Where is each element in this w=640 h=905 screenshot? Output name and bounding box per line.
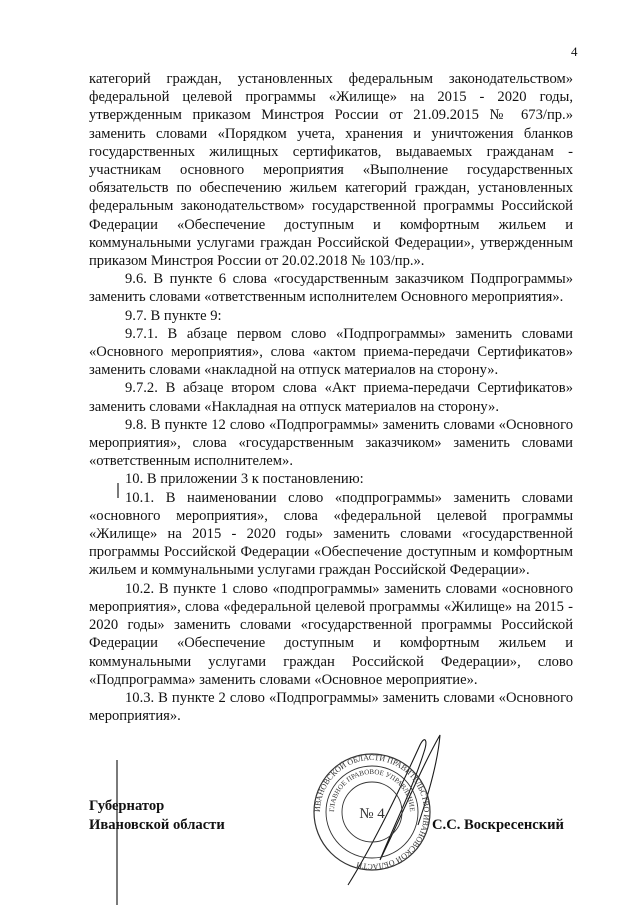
paragraph-9-7-1: 9.7.1. В абзаце первом слово «Подпрограммы» заменить словами «Основного мероприятия», слова «актом приема-передачи Сертификатов» заменить словами «накладной на отпуск материалов на сторону». [89,325,573,379]
paragraph-9-7: 9.7. В пункте 9: [125,307,222,324]
document-body [89,70,573,725]
paragraph-10: 10. В приложении 3 к постановлению: [125,471,364,488]
signature-block [89,797,573,835]
signatory-title-line2: Ивановской области [89,817,225,833]
paragraph-9-6: 9.6. В пункте 6 слова «государственным заказчиком Подпрограммы» заменить словами «ответственным исполнителем Основного мероприятия». [89,271,573,306]
seal-inner-text: ГЛАВНОЕ ПРАВОВОЕ УПРАВЛЕНИЕ [327,767,417,813]
paragraph-9-7-2: 9.7.2. В абзаце втором слова «Акт приема-передачи Сертификатов» заменить словами «Накладная на отпуск материалов на сторону». [89,380,573,415]
paragraph-10-1: 10.1. В наименовании слово «подпрограммы» заменить словами «основного мероприятия», слова «федеральной целевой программы «Жилище» на 2015 - 2020 годы» заменить словами «государственной программы Российской Федерации «Обеспечение доступным и комфортным жильем и коммунальными услугами граждан Российской Федерации». [89,489,573,579]
paragraph-10-3: 10.3. В пункте 2 слово «Подпрограммы» заменить словами «Основного мероприятия». [89,689,573,725]
page-number: 4 [571,44,578,59]
signatory-name: С.С. Воскресенский [432,817,564,833]
paragraph-continuation: категорий граждан, установленных федеральным законодательством» федеральной целевой программы «Жилище» на 2015 - 2020 годы, утвержденным приказом Минстроя России от 21.09.2015 № 673/пр.» заменить словами «Порядком учета, хранения и уничтожения бланков государственных жилищных сертификатов, выдаваемых гражданам - участникам основного мероприятия «Выполнение государственных обязательств по обеспечению жильем категорий граждан, установленных федеральным законодательством» государственной программы Российской Федерации «Обеспечение доступным и комфортным жильем и коммунальными услугами граждан Российской Федерации», утвержденным приказом Минстроя России от 20.02.2018 № 103/пр.». [89,71,573,270]
signatory-title-line1: Губернатор [89,798,165,814]
paragraph-9-8: 9.8. В пункте 12 слово «Подпрограммы» заменить словами «Основного мероприятия», слова «государственным заказчиком» заменить словами «ответственным исполнителем». [89,416,573,470]
seal-outer-text: ИВАНОВСКОЙ ОБЛАСТИ ПРАВИТЕЛЬСТВО ИВАНОВСКОЙ ОБЛАСТИ [312,752,432,872]
paragraph-10-2: 10.2. В пункте 1 слово «подпрограммы» заменить словами «основного мероприятия», слова «федеральной целевой программы «Жилище» на 2015 - 2020 годы» заменить словами «государственной программы Российской Федерации «Обеспечение доступным и комфортным жильем и коммунальными услугами граждан Российской Федерации», слово «Подпрограмма» заменить словами «Основное мероприятие». [89,580,573,688]
seal-number: № 4 [359,806,385,822]
